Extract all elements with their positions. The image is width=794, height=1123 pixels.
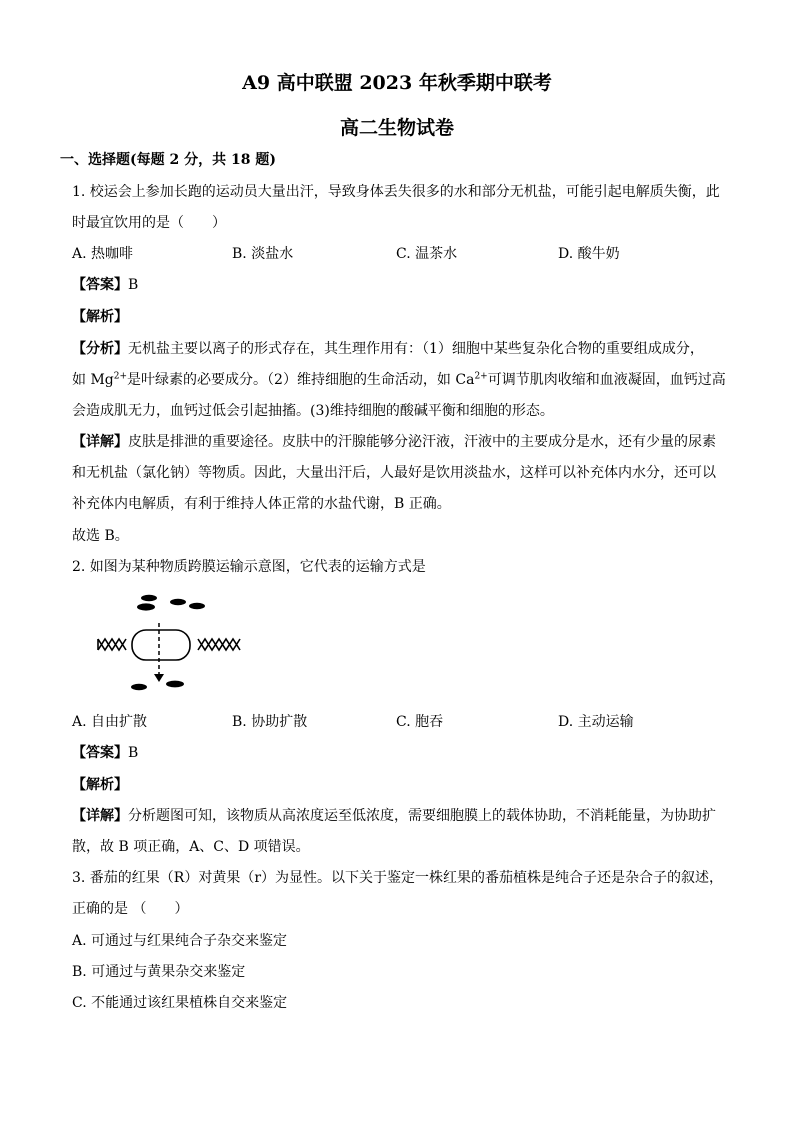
- q1-xiangjie-line3: 补充体内电解质，有利于维持人体正常的水盐代谢，B 正确。: [72, 496, 451, 512]
- q1-fenxi-line1: [72, 339, 704, 359]
- xiangjie-text: 皮肤是排泄的重要途径。皮肤中的汗腺能够分泌汗液，汗液中的主要成分是水，还有少量的尿素: [128, 434, 716, 450]
- q1-answer: [72, 275, 138, 295]
- q3-stem-line1: 3. 番茄的红果（R）对黄果（r）为显性。以下关于鉴定一株红果的番茄植株是纯合子还是杂合子的叙述，: [72, 870, 724, 886]
- membrane-transport-diagram: [92, 593, 244, 693]
- fenxi-tag: 【分析】: [72, 341, 128, 357]
- q2-xiangjie-line1: [72, 806, 716, 826]
- xiangjie-tag: 【详解】: [72, 808, 128, 824]
- q2-option-c: C. 胞吞: [396, 714, 444, 730]
- q2-xiangjie-line2: 散，故 B 项正确，A、C、D 项错误。: [72, 839, 310, 855]
- fenxi-text-b: 是叶绿素的必要成分。（2）维持细胞的生命活动，如 Ca: [127, 372, 475, 388]
- q3-option-b: B. 可通过与黄果杂交来鉴定: [72, 964, 246, 980]
- exam-subtitle: 高二生物试卷: [339, 117, 454, 139]
- q2-option-b: B. 协助扩散: [232, 714, 308, 730]
- q3-stem-line2: 正确的是 （ ）: [72, 901, 189, 917]
- arrow-head-icon: [154, 674, 164, 682]
- q1-option-a: A. 热咖啡: [72, 246, 134, 262]
- q2-analysis-tag: 【解析】: [72, 777, 128, 793]
- q1-fenxi-line3: 会造成肌无力，血钙过低会引起抽搐。(3)维持细胞的酸碱平衡和细胞的形态。: [72, 403, 554, 419]
- answer-value: B: [128, 277, 139, 293]
- q2-stem: 2. 如图为某种物质跨膜运输示意图，它代表的运输方式是: [72, 559, 426, 575]
- q2-answer: [72, 743, 138, 763]
- exam-title: A9 高中联盟 2023 年秋季期中联考: [242, 72, 552, 94]
- carrier-protein-shape: [132, 630, 190, 660]
- xiangjie-text: 分析题图可知，该物质从高浓度运至低浓度，需要细胞膜上的载体协助，不消耗能量，为协助扩: [128, 808, 716, 824]
- fenxi-text-c: 可调节肌肉收缩和血液凝固，血钙过高: [487, 372, 726, 388]
- q1-conclusion: 故选 B。: [72, 528, 129, 544]
- solute-molecules-bottom: [131, 681, 184, 691]
- solute-molecules-top: [137, 595, 205, 611]
- q1-xiangjie-line2: 和无机盐（氯化钠）等物质。因此，大量出汗后，人最好是饮用淡盐水，这样可以补充体内水分，还可以: [72, 465, 716, 481]
- membrane-right: [198, 639, 240, 650]
- section-heading: 一、选择题(每题 2 分，共 18 题): [60, 152, 276, 168]
- answer-tag: 【答案】: [72, 745, 128, 761]
- q1-option-d: D. 酸牛奶: [558, 246, 620, 262]
- q1-stem-line1: 1. 校运会上参加长跑的运动员大量出汗，导致身体丢失很多的水和部分无机盐，可能引起电解质失衡，此: [72, 184, 720, 200]
- ca-charge: 2+: [474, 371, 488, 382]
- answer-tag: 【答案】: [72, 277, 128, 293]
- answer-value: B: [128, 745, 139, 761]
- q3-option-c: C. 不能通过该红果植株自交来鉴定: [72, 995, 288, 1011]
- fenxi-text-a: 如 Mg: [72, 372, 114, 388]
- q1-option-c: C. 温茶水: [396, 246, 458, 262]
- xiangjie-tag: 【详解】: [72, 434, 128, 450]
- q1-stem-line2: 时最宜饮用的是（ ）: [72, 215, 226, 231]
- q1-xiangjie-line1: [72, 432, 716, 452]
- fenxi-text: 无机盐主要以离子的形式存在，其生理作用有：（1）细胞中某些复杂化合物的重要组成成分，: [128, 341, 704, 357]
- q1-fenxi-line2: [72, 370, 726, 390]
- q3-option-a: A. 可通过与红果纯合子杂交来鉴定: [72, 933, 288, 949]
- q1-option-b: B. 淡盐水: [232, 246, 294, 262]
- membrane-left: [98, 639, 126, 650]
- mg-charge: 2+: [113, 371, 128, 382]
- q2-option-a: A. 自由扩散: [72, 714, 148, 730]
- q1-analysis-tag: 【解析】: [72, 309, 128, 325]
- q2-option-d: D. 主动运输: [558, 714, 634, 730]
